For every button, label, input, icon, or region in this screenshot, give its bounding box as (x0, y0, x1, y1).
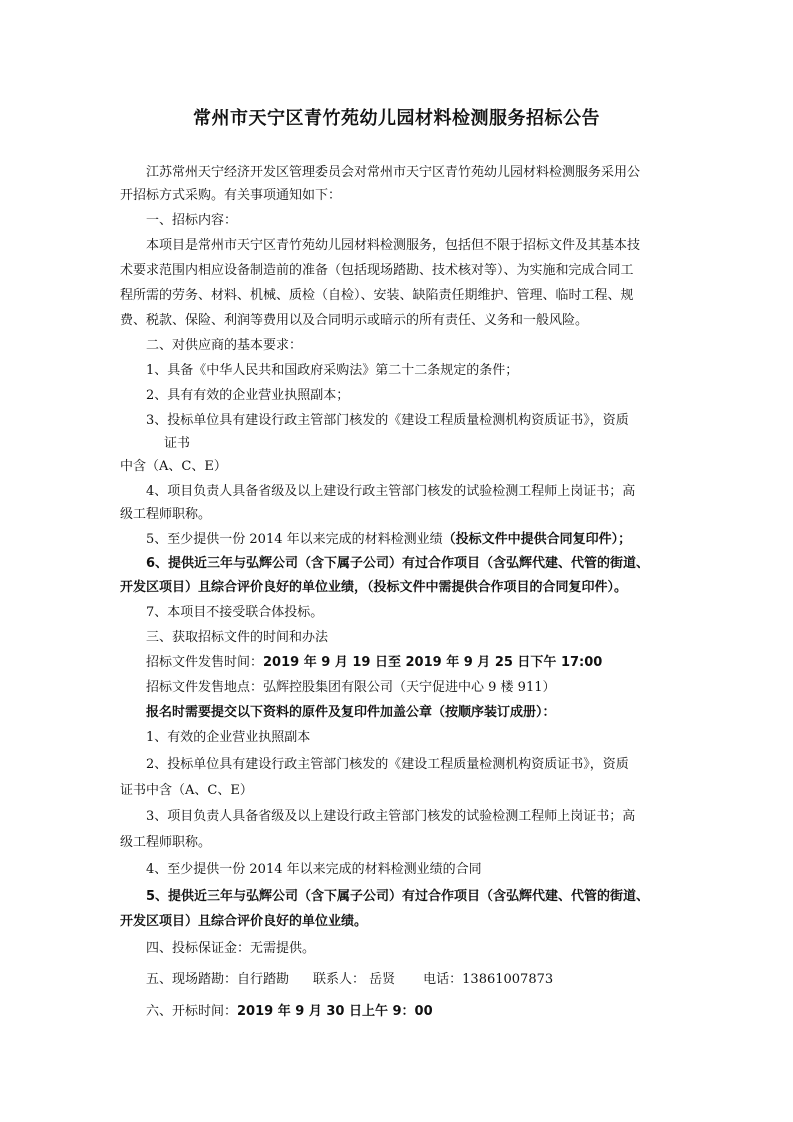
material-4: 4、至少提供一份 2014 年以来完成的材料检测业绩的合同 (146, 862, 482, 877)
requirement-4-line-2: 级工程师职称。 (120, 507, 212, 522)
contact-phone: 电话：13861007873 (423, 972, 554, 987)
submit-heading: 报名时需要提交以下资料的原件及复印件加盖公章（按顺序装订成册）： (146, 705, 556, 720)
intro-line-2: 开招标方式采购。有关事项通知如下： (120, 188, 342, 203)
section-6 (146, 1004, 716, 1020)
section-1-line-3: 程所需的劳务、材料、机械、质检（自检）、安装、缺陷责任期维护、管理、临时工程、规 (120, 288, 634, 303)
material-5-line-1: 5、提供近三年与弘辉公司（含下属子公司）有过合作项目（含弘辉代建、代管的街道、 (146, 889, 650, 904)
requirement-5-bold: （投标文件中提供合同复印件）； (442, 532, 632, 547)
requirement-6-line-1: 6、提供近三年与弘辉公司（含下属子公司）有过合作项目（含弘辉代建、代管的街道、 (146, 556, 650, 571)
section-3-heading: 三、获取招标文件的时间和办法 (146, 630, 329, 645)
material-2-line-2: 证书中含（A、C、E） (120, 783, 253, 798)
section-4: 四、投标保证金：无需提供。 (146, 941, 316, 956)
material-1: 1、有效的企业营业执照副本 (146, 730, 311, 745)
requirement-2: 2、具有有效的企业营业执照副本； (146, 388, 350, 403)
material-3-line-2: 级工程师职称。 (120, 835, 212, 850)
requirement-3-line-2: 证书 (164, 436, 191, 451)
page-title: 常州市天宁区青竹苑幼儿园材料检测服务招标公告 (193, 108, 600, 129)
site-visit: 五、现场踏勘：自行踏勘 (146, 972, 290, 987)
intro-line-1: 江苏常州天宁经济开发区管理委员会对常州市天宁区青竹苑幼儿园材料检测服务采用公 (146, 165, 641, 180)
section-1-line-1: 本项目是常州市天宁区青竹苑幼儿园材料检测服务，包括但不限于招标文件及其基本技 (146, 238, 641, 253)
material-5-line-2: 开发区项目）且综合评价良好的单位业绩。 (120, 914, 368, 929)
section-1-line-4: 费、税款、保险、利润等费用以及合同明示或暗示的所有责任、义务和一般风险。 (120, 313, 589, 328)
requirement-4-line-1: 4、项目负责人具备省级及以上建设行政主管部门核发的试验检测工程师上岗证书；高 (146, 484, 636, 499)
section-5 (146, 972, 716, 988)
material-2-line-1: 2、投标单位具有建设行政主管部门核发的《建设工程质量检测机构资质证书》，资质 (146, 757, 629, 772)
section-2-heading: 二、对供应商的基本要求： (146, 338, 303, 353)
requirement-5-text: 5、至少提供一份 2014 年以来完成的材料检测业绩 (146, 532, 443, 547)
requirement-6-line-2: 开发区项目）且综合评价良好的单位业绩，（投标文件中需提供合作项目的合同复印件）。 (120, 580, 628, 595)
requirement-3-line-3: 中含（A、C、E） (120, 459, 227, 474)
requirement-5 (146, 532, 716, 548)
sale-place: 招标文件发售地点：弘辉控股集团有限公司（天宁促进中心 9 楼 911） (146, 680, 556, 695)
sale-time (146, 655, 716, 671)
contact-person: 联系人： 岳贤 (313, 972, 396, 987)
opening-time-value: 2019 年 9 月 30 日上午 9：00 (237, 1004, 433, 1019)
opening-time-label: 六、开标时间： (146, 1004, 238, 1019)
sale-time-label: 招标文件发售时间： (146, 655, 264, 670)
section-1-line-2: 术要求范围内相应设备制造前的准备（包括现场踏勘、技术核对等）、为实施和完成合同工 (120, 263, 634, 278)
material-3-line-1: 3、项目负责人具备省级及以上建设行政主管部门核发的试验检测工程师上岗证书；高 (146, 809, 636, 824)
requirement-1: 1、具备《中华人民共和国政府采购法》第二十二条规定的条件； (146, 363, 519, 378)
requirement-3-line-1: 3、投标单位具有建设行政主管部门核发的《建设工程质量检测机构资质证书》，资质 (146, 413, 629, 428)
section-1-heading: 一、招标内容： (146, 213, 238, 228)
sale-time-value: 2019 年 9 月 19 日至 2019 年 9 月 25 日下午 17:00 (263, 655, 603, 670)
requirement-7: 7、本项目不接受联合体投标。 (146, 605, 324, 620)
